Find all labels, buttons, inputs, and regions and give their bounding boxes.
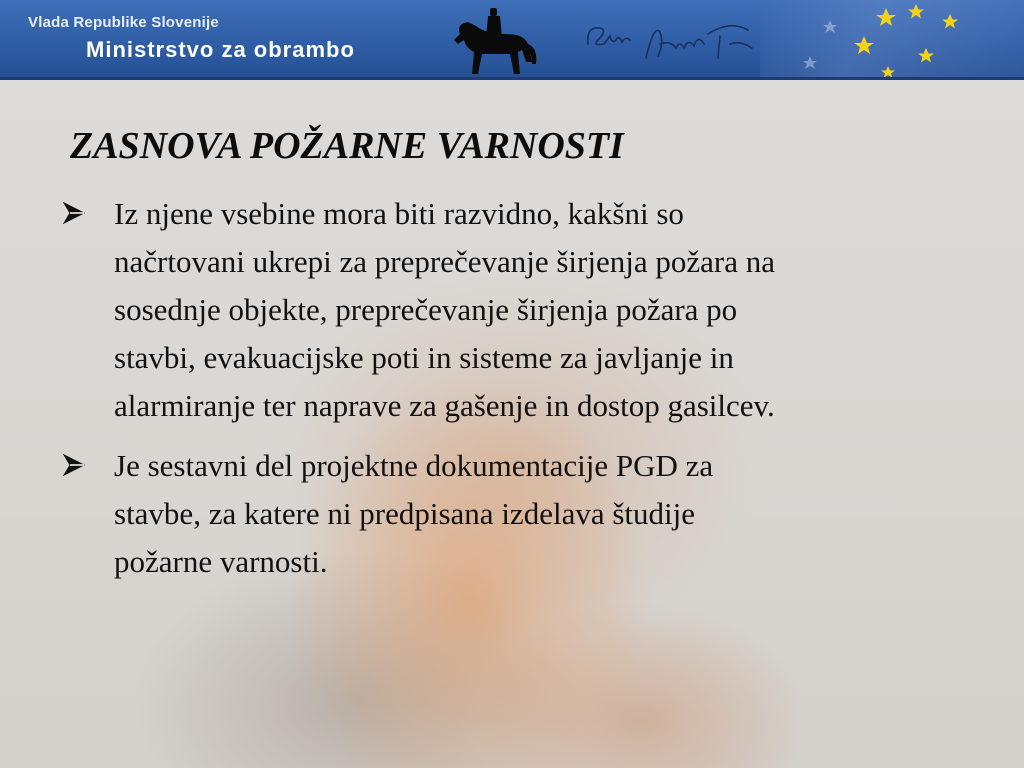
bullet-item — [62, 190, 982, 430]
ministry-name: Ministrstvo za obrambo — [86, 37, 355, 62]
eu-stars-icon — [790, 0, 1024, 80]
bullet-line: stavbe, za katere ni predpisana izdelava študije — [114, 496, 695, 531]
slide-content — [0, 80, 1024, 768]
bullet-text — [114, 442, 974, 586]
bullet-text — [114, 190, 974, 430]
government-name: Vlada Republike Slovenije — [28, 14, 219, 31]
bullet-line: Iz njene vsebine mora biti razvidno, kakšni so — [114, 196, 684, 231]
signature-icon — [580, 14, 770, 70]
bullet-list — [62, 190, 982, 598]
bullet-line: sosednje objekte, preprečevanje širjenja požara po — [114, 292, 738, 327]
slide-title: ZASNOVA POŽARNE VARNOSTI — [70, 125, 624, 167]
bullet-line: načrtovani ukrepi za preprečevanje širjenja požara na — [114, 244, 775, 279]
bullet-item — [62, 442, 982, 586]
bullet-line: stavbi, evakuacijske poti in sisteme za javljanje in — [114, 340, 734, 375]
bullet-line: alarmiranje ter naprave za gašenje in dostop gasilcev. — [114, 388, 775, 423]
arrow-bullet-icon — [62, 442, 114, 483]
header-banner — [0, 0, 1024, 80]
bullet-line: požarne varnosti. — [114, 544, 328, 579]
bullet-line: Je sestavni del projektne dokumentacije PGD za — [114, 448, 714, 483]
arrow-bullet-icon — [62, 190, 114, 231]
horse-rider-icon — [446, 4, 542, 80]
